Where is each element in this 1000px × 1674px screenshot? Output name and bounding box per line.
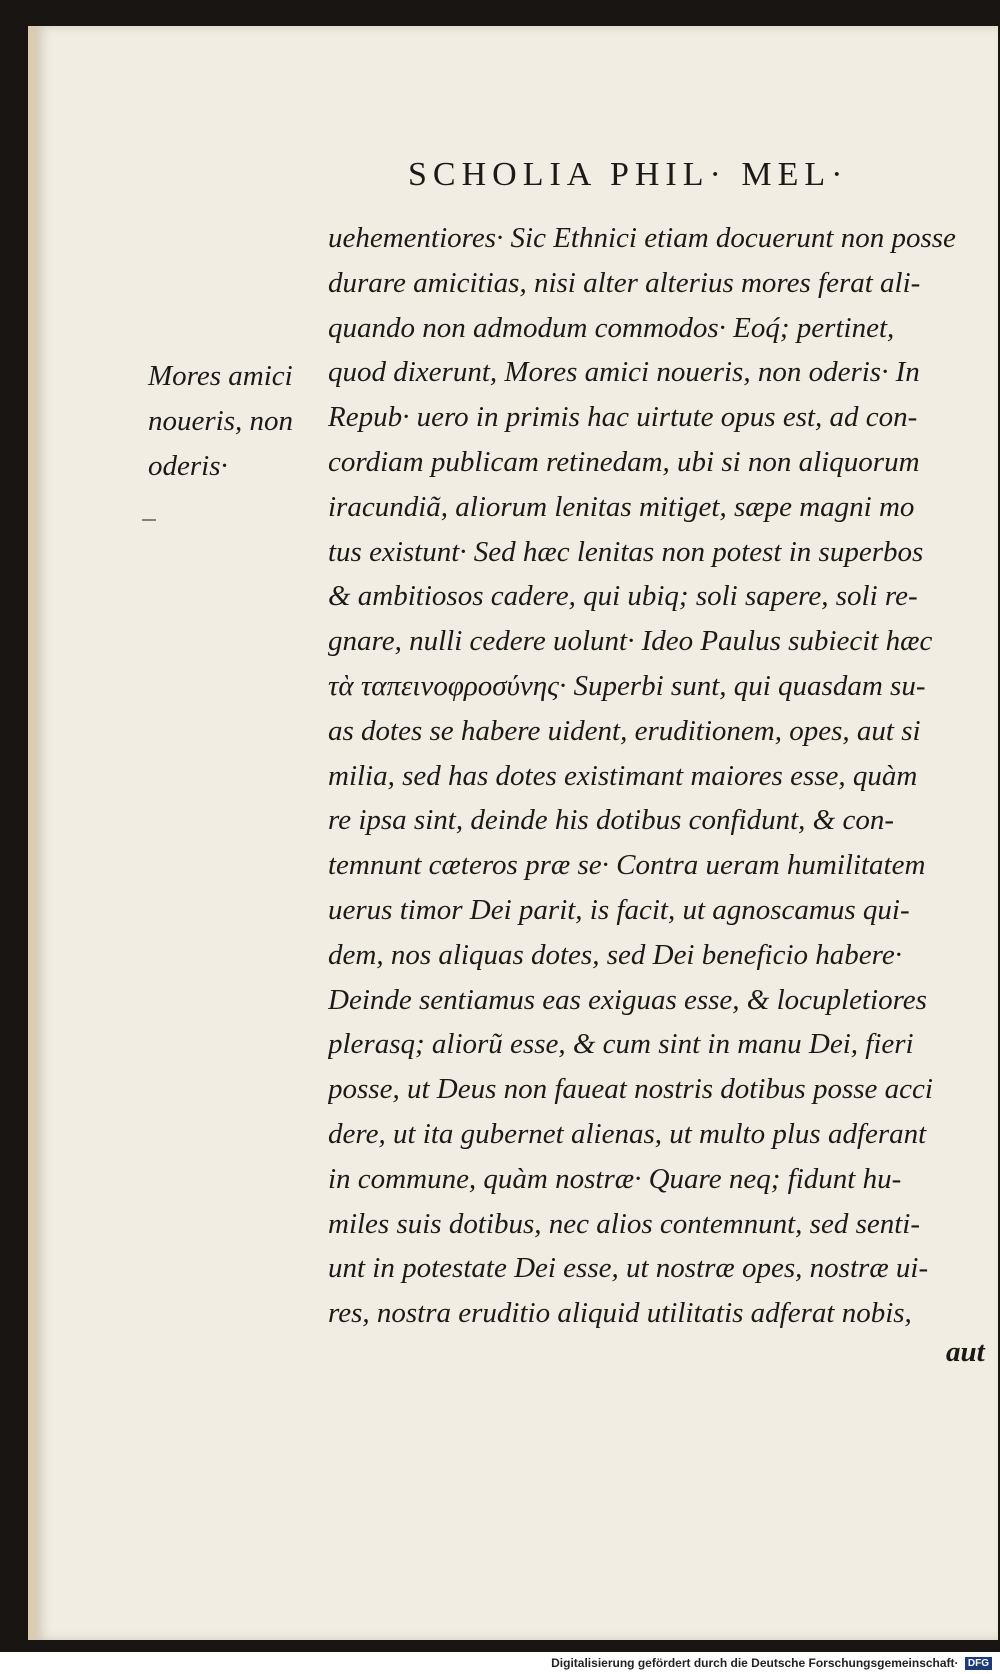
- main-text-block: [328, 216, 998, 1336]
- text-line: re ipsa sint, deinde his dotibus confidunt, & con-: [328, 804, 894, 837]
- marginal-note-line: oderis·: [148, 449, 228, 482]
- text-line: milia, sed has dotes existimant maiores esse, quàm: [328, 759, 918, 792]
- text-line: iracundiã, aliorum lenitas mitiget, sæpe magni mo: [328, 490, 915, 523]
- text-line: & ambitiosos cadere, qui ubiq; soli sapere, soli re-: [328, 580, 918, 613]
- text-line: Deinde sentiamus eas exiguas esse, & locupletiores: [328, 983, 927, 1016]
- marginal-note: [148, 354, 328, 488]
- text-line: cordiam publicam retinedam, ubi si non aliquorum: [328, 445, 920, 478]
- text-line: temnunt cæteros præ se· Contra ueram humilitatem: [328, 849, 926, 882]
- text-line: quod dixerunt, Mores amici noueris, non oderis· In: [328, 356, 920, 389]
- text-line: posse, ut Deus non faueat nostris dotibus posse acci: [328, 1073, 933, 1106]
- marginal-note-line: Mores amici: [148, 360, 293, 392]
- text-line: tus existunt· Sed hæc lenitas non potest in superbos: [328, 535, 924, 568]
- text-line: uehementiores· Sic Ethnici etiam docuerunt non posse: [328, 222, 956, 254]
- catchword: aut: [946, 1336, 985, 1368]
- text-line: unt in potestate Dei esse, ut nostræ opes, nostræ ui-: [328, 1252, 929, 1285]
- text-line: res, nostra eruditio aliquid utilitatis adferat nobis,: [328, 1297, 912, 1330]
- marginal-note-line: noueris, non: [148, 404, 293, 437]
- text-line: dere, ut ita gubernet alienas, ut multo plus adferant: [328, 1117, 927, 1150]
- margin-mark: [142, 519, 156, 521]
- text-line: durare amicitias, nisi alter alterius mores ferat ali-: [328, 266, 921, 299]
- text-line: quando non admodum commodos· Eoq́; pertinet,: [328, 311, 895, 344]
- text-line: miles suis dotibus, nec alios contemnunt, sed senti-: [328, 1207, 921, 1240]
- text-line: Repub· uero in primis hac uirtute opus est, ad con-: [328, 401, 918, 434]
- credit-text: Digitalisierung gefördert durch die Deutsche Forschungsgemeinschaft·: [551, 1655, 959, 1670]
- text-line: in commune, quàm nostræ· Quare neq; fidunt hu-: [328, 1162, 902, 1195]
- text-line: uerus timor Dei parit, is facit, ut agnoscamus qui-: [328, 893, 910, 926]
- dfg-logo: DFG: [965, 1657, 992, 1670]
- text-line: plerasq; aliorũ esse, & cum sint in manu Dei, fieri: [328, 1028, 914, 1061]
- digitization-credit: [551, 1656, 992, 1670]
- running-head: SCHOLIA PHIL· MEL·: [408, 156, 849, 193]
- text-line: gnare, nulli cedere uolunt· Ideo Paulus subiecit hæc: [328, 625, 933, 658]
- text-line: τὰ ταπεινοφροσύνης· Superbi sunt, qui quasdam su-: [328, 669, 926, 702]
- text-line: as dotes se habere uident, eruditionem, opes, aut si: [328, 714, 921, 747]
- text-line: dem, nos aliquas dotes, sed Dei beneficio habere·: [328, 938, 902, 971]
- book-page: [28, 26, 998, 1640]
